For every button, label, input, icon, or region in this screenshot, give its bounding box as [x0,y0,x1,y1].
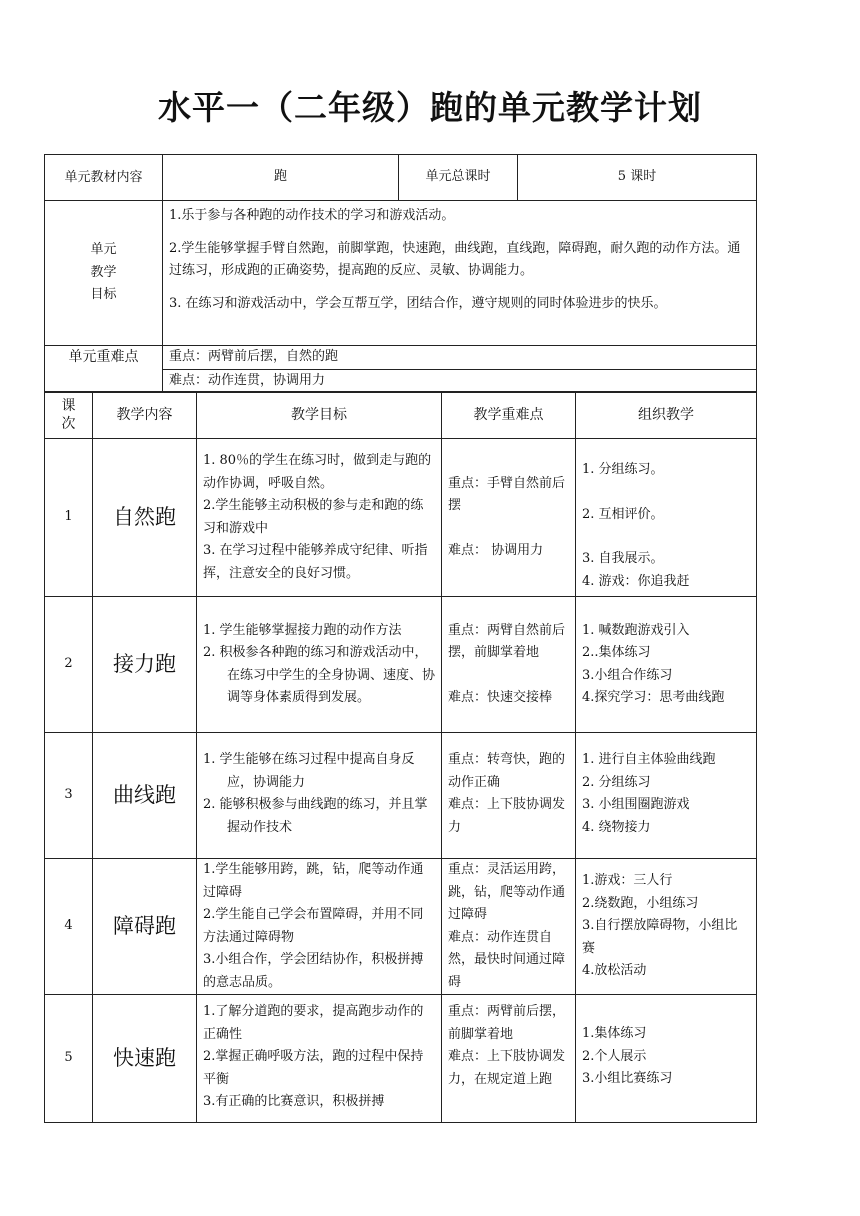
unit-key-row [45,346,757,370]
unit-goal-item: 2.学生能够掌握手臂自然跑，前脚掌跑，快速跑，曲线跑，直线跑，障碍跑，耐久跑的动作方法。通过练习，形成跑的正确姿势，提高跑的反应、灵敏、协调能力。 [169,240,741,278]
unit-hours-label: 单元总课时 [399,155,518,201]
lesson-key-diff [442,859,576,995]
org-item: 1. 喊数跑游戏引入 [582,622,690,638]
lesson-organization [576,733,757,859]
lesson-key-diff [442,733,576,859]
lesson-goal-item: 2.学生能自己学会布置障碍，并用不同方法通过障碍物 [203,907,424,945]
lesson-row [45,597,757,733]
lesson-content: 快速跑 [93,995,197,1123]
lesson-key-point: 重点：灵活运用跨，跳，钻，爬等动作通过障碍 [448,862,566,922]
unit-content-value: 跑 [163,155,399,201]
lesson-key-diff [442,439,576,597]
unit-difficulty: 难点：动作连贯，协调用力 [163,369,757,393]
org-item: 2. 分组练习 [582,774,651,790]
lesson-num: 1 [45,439,93,597]
lesson-goal-item: 1.学生能够用跨，跳，钻，爬等动作通过障碍 [203,862,424,900]
org-item: 1.集体练习 [582,1026,647,1041]
unit-goals-row [45,201,757,346]
unit-info-table [44,154,757,393]
lesson-content: 障碍跑 [93,859,197,995]
lesson-goal-item: 2.掌握正确呼吸方法，跑的过程中保持平衡 [203,1049,424,1087]
lesson-row [45,859,757,995]
org-item: 3. 自我展示。 [582,551,664,566]
lesson-goals [197,859,442,995]
org-item: 4. 绕物接力 [582,819,651,835]
header-key-diff: 教学重难点 [442,392,576,439]
org-item: 3. 小组围圈跑游戏 [582,797,690,812]
lesson-key-point: 重点：转弯快，跑的动作正确 [448,752,566,790]
org-item: 1.游戏：三人行 [582,873,673,889]
lesson-goal-item: 1. 80％的学生在练习时，做到走与跑的动作协调，呼吸自然。 [203,453,432,491]
unit-content-label: 单元教材内容 [45,155,163,201]
org-item: 3.小组比赛练习 [582,1071,673,1086]
lessons-table [44,391,757,1123]
lesson-goal-item: 3.小组合作，学会团结协作，积极拼搏的意志品质。 [203,952,424,990]
lesson-key-point: 重点：手臂自然前后摆 [448,475,566,514]
org-item: 4.放松活动 [582,963,647,979]
lesson-goal-item: 2. 积极参各种跑的练习和游戏活动中，在练习中学生的全身协调、速度、协调等身体素质得到发展。 [203,645,436,705]
lesson-content: 自然跑 [93,439,197,597]
org-item: 2..集体练习 [582,645,651,660]
org-item: 2. 互相评价。 [582,506,664,522]
lesson-num: 2 [45,597,93,733]
org-item: 3.小组合作练习 [582,667,673,683]
unit-key-point: 重点：两臂前后摆，自然的跑 [163,346,757,370]
header-goals: 教学目标 [197,392,442,439]
lesson-row [45,733,757,859]
org-item: 4.探究学习：思考曲线跑 [582,690,725,705]
header-lesson-num: 课次 [45,392,93,439]
lesson-key-point: 重点：两臂自然前后摆，前脚掌着地 [448,622,566,661]
lesson-row [45,995,757,1123]
lesson-goal-item: 1. 学生能够掌握接力跑的动作方法 [203,622,402,638]
unit-content-row [45,155,757,201]
lesson-goal-item: 3. 在学习过程中能够养成守纪律、听指挥，注意安全的良好习惯。 [203,543,428,581]
unit-goals-cell [163,201,757,346]
lesson-goal-item: 2. 能够积极参与曲线跑的练习，并且掌握动作技术 [203,797,428,835]
lesson-key-point: 重点：两臂前后摆，前脚掌着地 [448,1004,566,1042]
lesson-num: 3 [45,733,93,859]
lesson-goals [197,995,442,1123]
unit-key-label: 单元重难点 [45,346,163,393]
lesson-difficulty: 难点： 协调用力 [448,542,544,558]
lesson-key-diff [442,597,576,733]
unit-hours-value: 5 课时 [518,155,757,201]
org-item: 2.个人展示 [582,1048,647,1064]
lesson-goal-item: 3.有正确的比赛意识，积极拼搏 [203,1094,385,1109]
lesson-num: 5 [45,995,93,1123]
lessons-header-row [45,392,757,439]
header-organization: 组织教学 [576,392,757,439]
lesson-goal-item: 1.了解分道跑的要求，提高跑步动作的正确性 [203,1004,424,1042]
lesson-difficulty: 难点：快速交接棒 [448,689,553,705]
org-item: 1. 分组练习。 [582,462,664,477]
lesson-row [45,439,757,597]
unit-goal-item: 1.乐于参与各种跑的动作技术的学习和游戏活动。 [169,208,455,223]
unit-goal-label: 单元 教学 目标 [45,201,163,346]
lesson-goal-item: 2.学生能够主动积极的参与走和跑的练习和游戏中 [203,498,424,536]
lesson-organization [576,859,757,995]
lesson-difficulty: 难点：动作连贯自然，最快时间通过障碍 [448,929,566,990]
org-item: 3.自行摆放障碍物，小组比赛 [582,918,738,956]
lesson-goal-item: 1. 学生能够在练习过程中提高自身反应，协调能力 [203,752,415,790]
lesson-difficulty: 难点：上下肢协调发力，在规定道上跑 [448,1049,566,1087]
unit-goal-item: 3. 在练习和游戏活动中，学会互帮互学，团结合作，遵守规则的同时体验进步的快乐。 [169,295,667,311]
org-item: 1. 进行自主体验曲线跑 [582,752,716,767]
lesson-goals [197,733,442,859]
org-item: 2.绕数跑，小组练习 [582,895,699,911]
lesson-difficulty: 难点：上下肢协调发力 [448,797,566,835]
lesson-organization [576,995,757,1123]
lesson-num: 4 [45,859,93,995]
lesson-goals [197,597,442,733]
lesson-content: 接力跑 [93,597,197,733]
org-item: 4. 游戏：你追我赶 [582,573,690,589]
lesson-goals [197,439,442,597]
lesson-organization [576,597,757,733]
lesson-content: 曲线跑 [93,733,197,859]
header-content: 教学内容 [93,392,197,439]
page-title: 水平一（二年级）跑的单元教学计划 [158,88,702,127]
lesson-key-diff [442,995,576,1123]
lesson-organization [576,439,757,597]
